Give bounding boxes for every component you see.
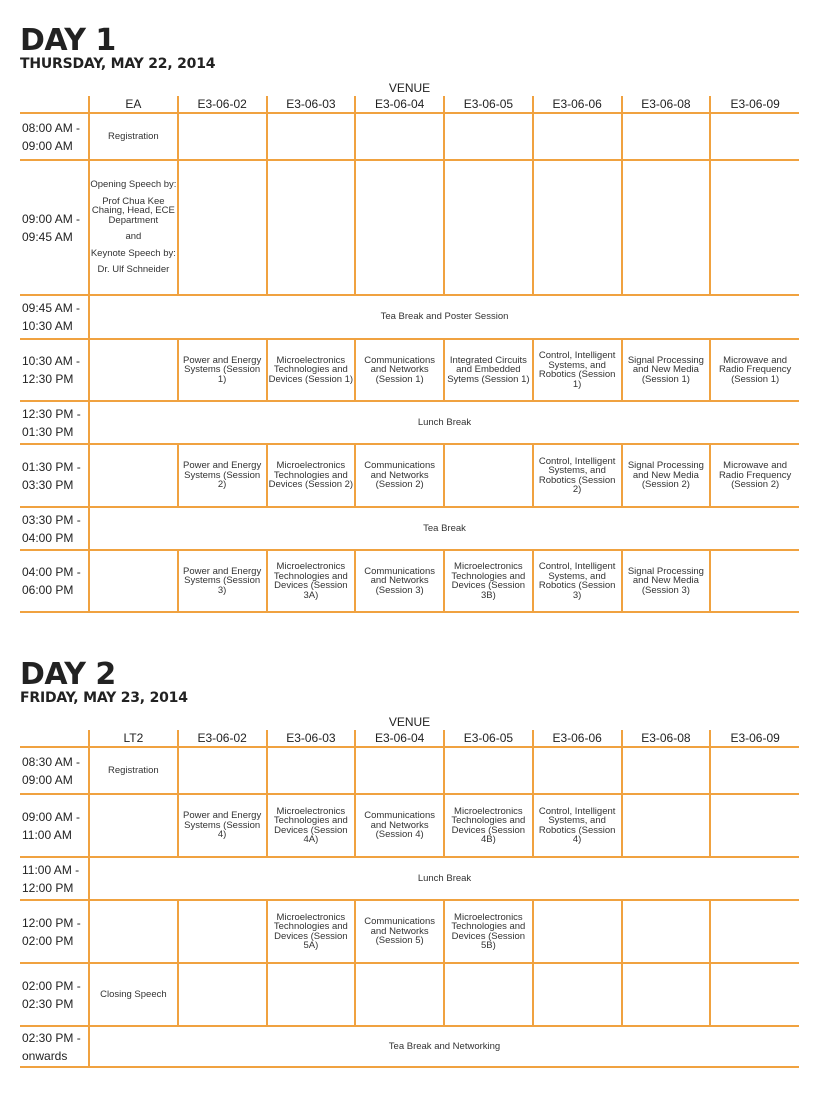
- session-cell: [178, 963, 267, 1026]
- time-slot: 09:00 AM - 09:45 AM: [20, 160, 89, 295]
- venue-name: E3-06-09: [710, 96, 799, 113]
- session-cell: Registration: [89, 747, 178, 794]
- table-row: [20, 747, 799, 794]
- session-cell: Control, Intelligent Systems, and Robotics (Session 2): [533, 444, 622, 507]
- session-cell: Registration: [89, 113, 178, 160]
- session-cell: [533, 160, 622, 295]
- session-cell: [89, 900, 178, 963]
- session-cell: [622, 794, 711, 857]
- opening-line: Prof Chua Kee Chaing, Head, ECE Department: [91, 195, 175, 226]
- session-cell: Communications and Networks (Session 4): [355, 794, 444, 857]
- session-cell: Control, Intelligent Systems, and Robotics (Session 1): [533, 339, 622, 401]
- session-cell: [622, 113, 711, 160]
- table-row: [20, 1026, 799, 1067]
- venue-name: E3-06-04: [355, 730, 444, 747]
- session-cell: Microwave and Radio Frequency (Session 2): [710, 444, 799, 507]
- table-row: [20, 401, 799, 444]
- session-cell: [710, 550, 799, 612]
- session-cell: Signal Processing and New Media (Session 3): [622, 550, 711, 612]
- venue-name: EA: [89, 96, 178, 113]
- session-cell: [622, 160, 711, 295]
- break-cell: Tea Break and Networking: [89, 1026, 799, 1067]
- session-cell: [444, 444, 533, 507]
- table-row: [20, 900, 799, 963]
- table-row: [20, 295, 799, 339]
- session-cell: Microelectronics Technologies and Devices (Session 4B): [444, 794, 533, 857]
- venue-name: E3-06-05: [444, 96, 533, 113]
- venue-name: LT2: [89, 730, 178, 747]
- session-cell: [267, 747, 356, 794]
- schedule-table: [20, 730, 799, 1068]
- session-cell: [355, 113, 444, 160]
- session-cell: [444, 160, 533, 295]
- session-cell: Power and Energy Systems (Session 3): [178, 550, 267, 612]
- time-slot: 02:00 PM - 02:30 PM: [20, 963, 89, 1026]
- session-cell: Integrated Circuits and Embedded Sytems (Session 1): [444, 339, 533, 401]
- session-cell: [710, 160, 799, 295]
- session-cell: [533, 747, 622, 794]
- venue-name: E3-06-08: [622, 96, 711, 113]
- session-cell: [444, 113, 533, 160]
- table-row: [20, 444, 799, 507]
- time-slot: 04:00 PM - 06:00 PM: [20, 550, 89, 612]
- opening-speech-cell: [89, 160, 178, 295]
- session-cell: Microelectronics Technologies and Devices (Session 5A): [267, 900, 356, 963]
- venue-name: E3-06-03: [267, 730, 356, 747]
- session-cell: [267, 963, 356, 1026]
- session-cell: Microelectronics Technologies and Devices (Session 3A): [267, 550, 356, 612]
- session-cell: Microwave and Radio Frequency (Session 1): [710, 339, 799, 401]
- time-slot: 10:30 AM - 12:30 PM: [20, 339, 89, 401]
- table-row: [20, 507, 799, 550]
- session-cell: Microelectronics Technologies and Devices (Session 1): [267, 339, 356, 401]
- table-row: [20, 339, 799, 401]
- opening-line: Keynote Speech by:: [90, 247, 176, 259]
- session-cell: Microelectronics Technologies and Devices (Session 5B): [444, 900, 533, 963]
- venue-name: E3-06-03: [267, 96, 356, 113]
- session-cell: Power and Energy Systems (Session 1): [178, 339, 267, 401]
- session-cell: Communications and Networks (Session 5): [355, 900, 444, 963]
- session-cell: [355, 160, 444, 295]
- session-cell: [89, 339, 178, 401]
- session-cell: Microelectronics Technologies and Devices (Session 3B): [444, 550, 533, 612]
- table-row: [20, 550, 799, 612]
- venue-name: E3-06-09: [710, 730, 799, 747]
- opening-line: and: [125, 231, 142, 243]
- session-cell: [178, 747, 267, 794]
- venue-header-row: [20, 730, 799, 747]
- table-row: [20, 160, 799, 295]
- day-title: DAY 1: [20, 23, 116, 58]
- session-cell: Signal Processing and New Media (Session 2): [622, 444, 711, 507]
- time-header: [20, 730, 89, 747]
- session-cell: [355, 963, 444, 1026]
- venue-name: E3-06-06: [533, 730, 622, 747]
- day-title: DAY 2: [20, 657, 116, 692]
- session-cell: [710, 113, 799, 160]
- opening-line: Opening Speech by:: [90, 179, 177, 191]
- table-row: [20, 113, 799, 160]
- session-cell: [710, 963, 799, 1026]
- session-cell: [622, 900, 711, 963]
- session-cell: [622, 963, 711, 1026]
- session-cell: [444, 747, 533, 794]
- venue-label: VENUE: [388, 81, 431, 95]
- session-cell: Microelectronics Technologies and Devices (Session 4A): [267, 794, 356, 857]
- session-cell: [267, 160, 356, 295]
- session-cell: Signal Processing and New Media (Session 1): [622, 339, 711, 401]
- session-cell: [444, 963, 533, 1026]
- venue-label: VENUE: [388, 715, 431, 729]
- day-1-section: [20, 23, 799, 616]
- session-cell: Communications and Networks (Session 1): [355, 339, 444, 401]
- time-slot: 02:30 PM - onwards: [20, 1026, 89, 1067]
- day-2-section: [20, 657, 799, 1080]
- break-cell: Tea Break: [89, 507, 799, 550]
- time-slot: 12:30 PM - 01:30 PM: [20, 401, 89, 444]
- session-cell: Communications and Networks (Session 3): [355, 550, 444, 612]
- break-cell: Lunch Break: [89, 857, 799, 900]
- session-cell: Control, Intelligent Systems, and Robotics (Session 3): [533, 550, 622, 612]
- session-cell: Control, Intelligent Systems, and Robotics (Session 4): [533, 794, 622, 857]
- day-date: THURSDAY, MAY 22, 2014: [20, 56, 216, 72]
- venue-name: E3-06-04: [355, 96, 444, 113]
- session-cell: [89, 550, 178, 612]
- table-row: [20, 794, 799, 857]
- break-cell: Tea Break and Poster Session: [89, 295, 799, 339]
- session-cell: Power and Energy Systems (Session 4): [178, 794, 267, 857]
- session-cell: [533, 113, 622, 160]
- time-header: [20, 96, 89, 113]
- session-cell: [267, 113, 356, 160]
- time-slot: 03:30 PM - 04:00 PM: [20, 507, 89, 550]
- session-cell: Microelectronics Technologies and Devices (Session 2): [267, 444, 356, 507]
- time-slot: 11:00 AM - 12:00 PM: [20, 857, 89, 900]
- venue-header-row: [20, 96, 799, 113]
- session-cell: Closing Speech: [89, 963, 178, 1026]
- opening-line: Dr. Ulf Schneider: [97, 264, 170, 276]
- session-cell: [622, 747, 711, 794]
- session-cell: Communications and Networks (Session 2): [355, 444, 444, 507]
- venue-name: E3-06-06: [533, 96, 622, 113]
- session-cell: [89, 444, 178, 507]
- session-cell: [710, 900, 799, 963]
- time-slot: 01:30 PM - 03:30 PM: [20, 444, 89, 507]
- table-row: [20, 963, 799, 1026]
- session-cell: [89, 794, 178, 857]
- time-slot: 09:45 AM - 10:30 AM: [20, 295, 89, 339]
- venue-name: E3-06-08: [622, 730, 711, 747]
- session-cell: [178, 113, 267, 160]
- session-cell: [710, 747, 799, 794]
- table-row: [20, 857, 799, 900]
- day-date: FRIDAY, MAY 23, 2014: [20, 690, 188, 706]
- session-cell: [533, 963, 622, 1026]
- break-cell: Lunch Break: [89, 401, 799, 444]
- session-cell: Power and Energy Systems (Session 2): [178, 444, 267, 507]
- session-cell: [710, 794, 799, 857]
- venue-name: E3-06-02: [178, 730, 267, 747]
- time-slot: 09:00 AM - 11:00 AM: [20, 794, 89, 857]
- schedule-table: [20, 96, 799, 613]
- time-slot: 08:30 AM - 09:00 AM: [20, 747, 89, 794]
- time-slot: 08:00 AM - 09:00 AM: [20, 113, 89, 160]
- venue-name: E3-06-05: [444, 730, 533, 747]
- venue-name: E3-06-02: [178, 96, 267, 113]
- session-cell: [178, 900, 267, 963]
- time-slot: 12:00 PM - 02:00 PM: [20, 900, 89, 963]
- session-cell: [533, 900, 622, 963]
- session-cell: [355, 747, 444, 794]
- session-cell: [178, 160, 267, 295]
